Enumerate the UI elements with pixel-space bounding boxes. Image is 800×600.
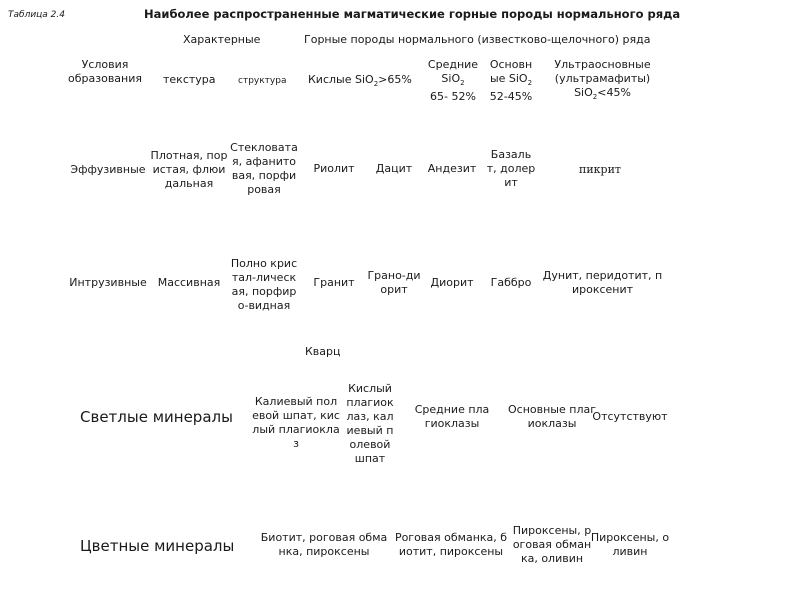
group-characteristic-header: Характерные <box>183 33 261 46</box>
quartz-label: Кварц <box>305 345 341 358</box>
intrusive-condition: Интрузивные <box>69 276 147 289</box>
intrusive-basic: Габбро <box>490 276 532 289</box>
light-basic: Основные плагиоклазы <box>508 403 596 430</box>
texture-header: текстура <box>163 73 216 86</box>
effusive-basic: Базальт, долерит <box>486 148 536 189</box>
effusive-acid2: Дацит <box>375 162 413 175</box>
effusive-ultrabasic: пикрит <box>579 162 621 176</box>
effusive-texture: Плотная, пористая, флюидальная <box>150 149 228 190</box>
structure-header: структура <box>238 76 287 86</box>
dark-ultrabasic: Пироксены, оливин <box>590 531 670 558</box>
light-acid: Калиевый полевой шпат, кислый плагиоклаз <box>252 395 340 450</box>
effusive-structure: Стекловатая, афанитовая, порфировая <box>230 141 298 196</box>
light-acid2: Кислый плагиоклаз, калиевый полевой шпат <box>346 382 394 465</box>
effusive-condition: Эффузивные <box>70 163 146 176</box>
table-number: Таблица 2.4 <box>8 10 65 20</box>
conditions-header: Условия образования <box>68 58 142 85</box>
intrusive-intermediate: Диорит <box>430 276 474 289</box>
intrusive-ultrabasic: Дунит, перидотит, пироксенит <box>542 269 663 296</box>
intrusive-texture: Массивная <box>157 276 221 289</box>
effusive-acid: Риолит <box>313 162 355 175</box>
group-rocks-header: Горные породы нормального (известково-щелочного) ряда <box>304 33 651 46</box>
light-intermediate: Средние плагиоклазы <box>414 403 490 430</box>
light-minerals-label: Светлые минералы <box>80 408 233 426</box>
intrusive-acid2: Грано-диорит <box>367 269 421 296</box>
intermediate-header: Средние SiO$_2$ 65- 52% <box>427 58 479 103</box>
dark-basic: Пироксены, роговая обманка, оливин <box>512 524 592 565</box>
table-title: Наиболее распространенные магматические горные породы нормального ряда <box>144 7 681 21</box>
effusive-intermediate: Андезит <box>427 162 477 175</box>
acid-header: Кислые SiO$_2$>65% <box>308 73 412 88</box>
ultrabasic-header: Ультраосновные (ультрамафиты) SiO$_2$<45% <box>554 58 651 101</box>
light-ultrabasic: Отсутствуют <box>592 410 668 423</box>
basic-header: Основн ые SiO$_2$ 52-45% <box>489 58 533 103</box>
dark-acid: Биотит, роговая обманка, пироксены <box>260 531 388 558</box>
dark-minerals-label: Цветные минералы <box>80 537 235 555</box>
intrusive-acid: Гранит <box>313 276 355 289</box>
intrusive-structure: Полно кристал-лическая, порфиро-видная <box>230 257 298 312</box>
dark-intermediate: Роговая обманка, биотит, пироксены <box>394 531 508 558</box>
